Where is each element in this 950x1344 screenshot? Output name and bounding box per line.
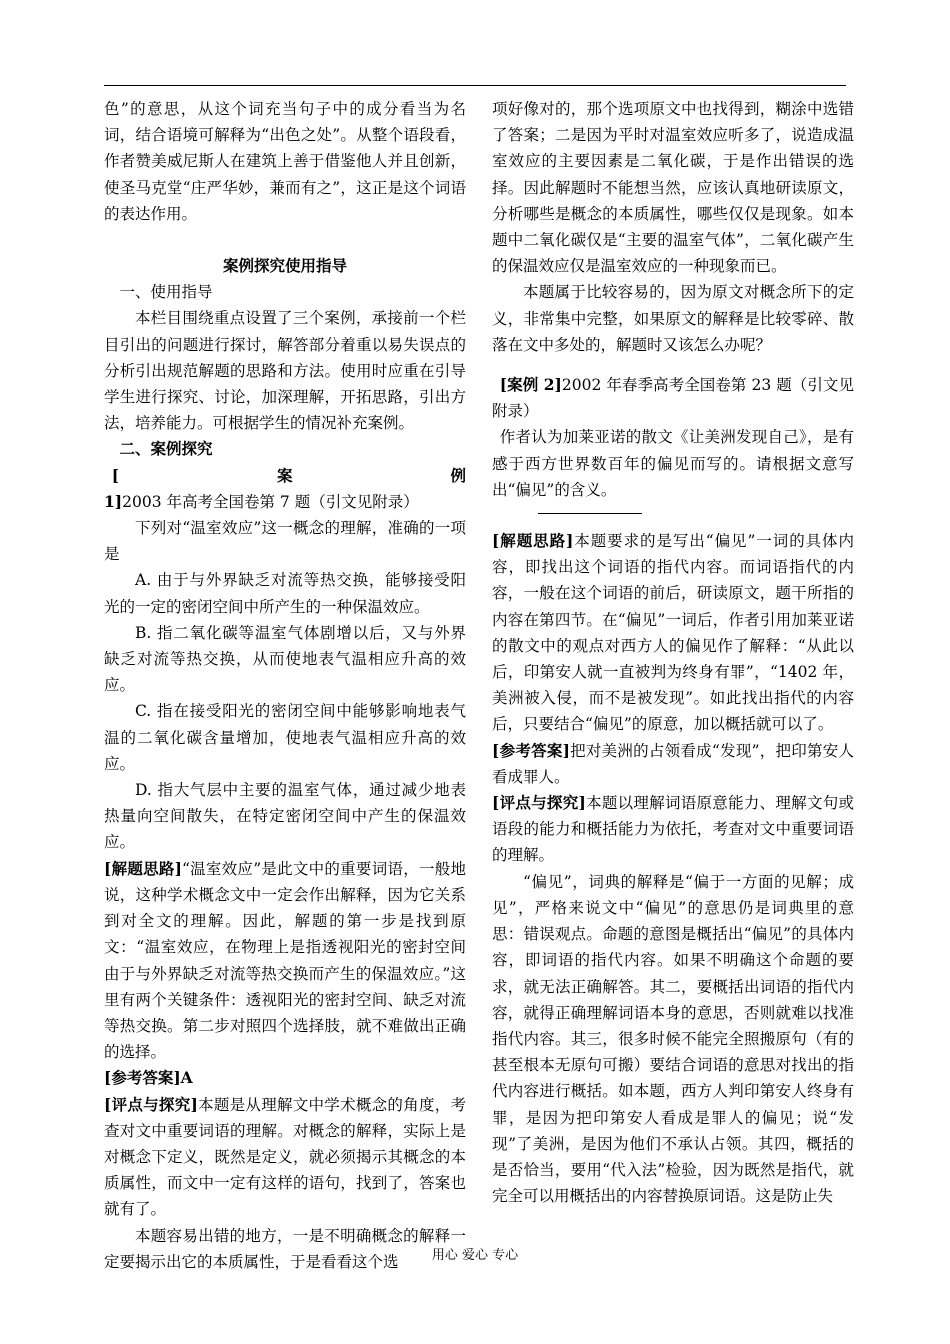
case1-question: 下列对“温室效应”这一概念的理解，准确的一项是	[104, 519, 466, 564]
review-text: 本题以理解词语原意能力、理解文句或语段的能力和概括能力为依托，考查对文中重要词语的理解。	[492, 794, 854, 865]
case1-label: [案例 1]	[104, 465, 466, 511]
answer-text: A	[180, 1068, 193, 1088]
option-a: A. 由于与外界缺乏对流等热交换，能够接受阳光的一定的密闭空间中所产生的一种保温效应。	[104, 571, 466, 616]
header-rule	[104, 85, 846, 86]
thinking-label: [解题思路]	[492, 531, 574, 551]
thinking-text: 本题要求的是写出“偏见”一词的具体内容，即找出这个词语的指代内容。而词语指代的内容，一般在这个词语的前后，研读原文，题干所指的内容在第四节。在“偏见”一词后，作者引用加莱亚诺的散文中的观点对西方人的偏见作了解释：“从此以后，印第安人就一直被判为终身有罪”，“1402 年，美洲被入侵，而不是被发现”。如此找出指代的内容后，只要结合“偏见”的原意，加以概括就可以了。	[492, 532, 854, 734]
case1-answer	[104, 1065, 466, 1091]
section-heading: 案例探究使用指导	[222, 256, 347, 276]
answer-label: [参考答案]	[492, 740, 570, 760]
right-final-paragraph: “偏见”，词典的解释是“偏于一方面的见解；成见”，严格来说文中“偏见”的意思仍是词典里的意思：错误观点。命题的意图是概括出“偏见”的具体内容，即词语的指代内容。如果不明确这个命题的要求，就无法正确解答。其二，要概括出词语的指代内容，就得正确理解词语本身的意思，否则就难以找准指代内容。其三，很多时候不能完全照搬原句（有的甚至根本无原句可搬）要结合词语的意思对找出的指代内容进行概括。如本题，西方人判印第安人终身有罪，是因为把印第安人看成是罪人的偏见；说“发现”了美洲，是因为他们不承认占领。其四，概括的是否恰当，要用“代入法”检验，因为既然是指代，就完全可以用概括出的内容替换原词语。这是防止失	[492, 872, 854, 1206]
option-c: C. 指在接受阳光的密闭空间中能够影响地表气温的二氧化碳含量增加，使地表气温相应升高的效应。	[104, 702, 466, 773]
option-d: D. 指大气层中主要的温室气体，通过减少地表热量向空间散失，在特定密闭空间中产生的保温效应。	[104, 781, 466, 852]
case1-review	[104, 1092, 466, 1223]
case2-review	[492, 790, 854, 869]
usage-paragraph: 本栏目围绕重点设置了三个案例，承接前一个栏目引出的问题进行探讨，解答部分着重以易失误点的分析引出规范解题的思路和方法。使用时应重在引导学生进行探究、讨论，加深理解，开拓思路，引出方法，培养能力。可根据学生的情况补充案例。	[104, 309, 466, 433]
case2-source: 2002 年春季高考全国卷第 23 题（引文见附录）	[492, 376, 854, 421]
answer-text: 把对美洲的占领看成“发现”，把印第安人看成罪人。	[492, 741, 854, 786]
subsection-cases: 二、案例探究	[119, 439, 213, 459]
case1-thinking	[104, 856, 466, 1066]
error-analysis-paragraph: 本题容易出错的地方，一是不明确概念的解释一定要揭示出它的本质属性，于是看看这个选	[104, 1226, 466, 1271]
case2-label: [案例 2]	[499, 375, 562, 395]
thinking-text: “温室效应”是此文中的重要词语，一般地说，这种学术概念文中一定会作出解释，因为它关系到对全文的理解。因此，解题的第一步是找到原文：“温室效应，在物理上是指透视阳光的密封空间由于与外界缺乏对流等热交换而产生的保温效应。”这里有两个关键条件：透视阳光的密封空间、缺乏对流等热交换。第二步对照四个选择肢，就不难做出正确的选择。	[104, 859, 466, 1062]
right-paragraph-2: 本题属于比较容易的，因为原文对概念所下的定义，非常集中完整，如果原文的解释是比较零碎、散落在文中多处的，解题时又该怎么办呢？	[492, 283, 854, 354]
left-paragraph-continuation: 色”的意思，从这个词充当句子中的成分看当为名词，结合语境可解释为“出色之处”。从整个语段看，作者赞美威尼斯人在建筑上善于借鉴他人并且创新，使圣马克堂“庄严华妙，兼而有之”，这正是这个词语的表达作用。	[104, 100, 466, 223]
review-text: 本题是从理解文中学术概念的角度，考查对文中重要词语的理解。对概念的解释，实际上是对概念下定义，既然是定义，就必须揭示其概念的本质属性，而文中一定有这样的语句，找到了，答案也就有了。	[104, 1095, 466, 1219]
review-label: [评点与探究]	[104, 1094, 198, 1114]
case2-title	[492, 372, 854, 424]
subsection-usage: 一、使用指导	[119, 283, 213, 302]
option-b: B. 指二氧化碳等温室气体剧增以后，又与外界缺乏对流等热交换，从而使地表气温相应升高的效应。	[104, 623, 466, 695]
thinking-label: [解题思路]	[104, 858, 182, 878]
case1-title	[104, 463, 466, 515]
case2-answer	[492, 738, 854, 790]
case2-question: 作者认为加莱亚诺的散文《让美洲发现自己》，是有感于西方世界数百年的偏见而写的。请根据文意写出“偏见”的含义。	[492, 428, 854, 499]
left-column	[104, 96, 466, 1275]
right-paragraph-continuation: 项好像对的，那个选项原文中也找得到，糊涂中选错了答案；二是因为平时对温室效应听多了，说造成温室效应的主要因素是二氧化碳，于是作出错误的选择。因此解题时不能想当然，应该认真地研读原文，分析哪些是概念的本质属性，哪些仅仅是现象。如本题中二氧化碳仅是“主要的温室气体”，二氧化碳产生的保温效应仅是温室效应的一种现象而已。	[492, 100, 854, 276]
case2-thinking	[492, 528, 854, 738]
answer-label: [参考答案]	[104, 1068, 181, 1088]
answer-blank-line	[538, 513, 642, 514]
page-footer: 用心 爱心 专心	[431, 1248, 519, 1263]
case1-source: 2003 年高考全国卷第 7 题（引文见附录）	[122, 492, 419, 511]
review-label: [评点与探究]	[492, 793, 586, 813]
right-column	[492, 96, 854, 1209]
